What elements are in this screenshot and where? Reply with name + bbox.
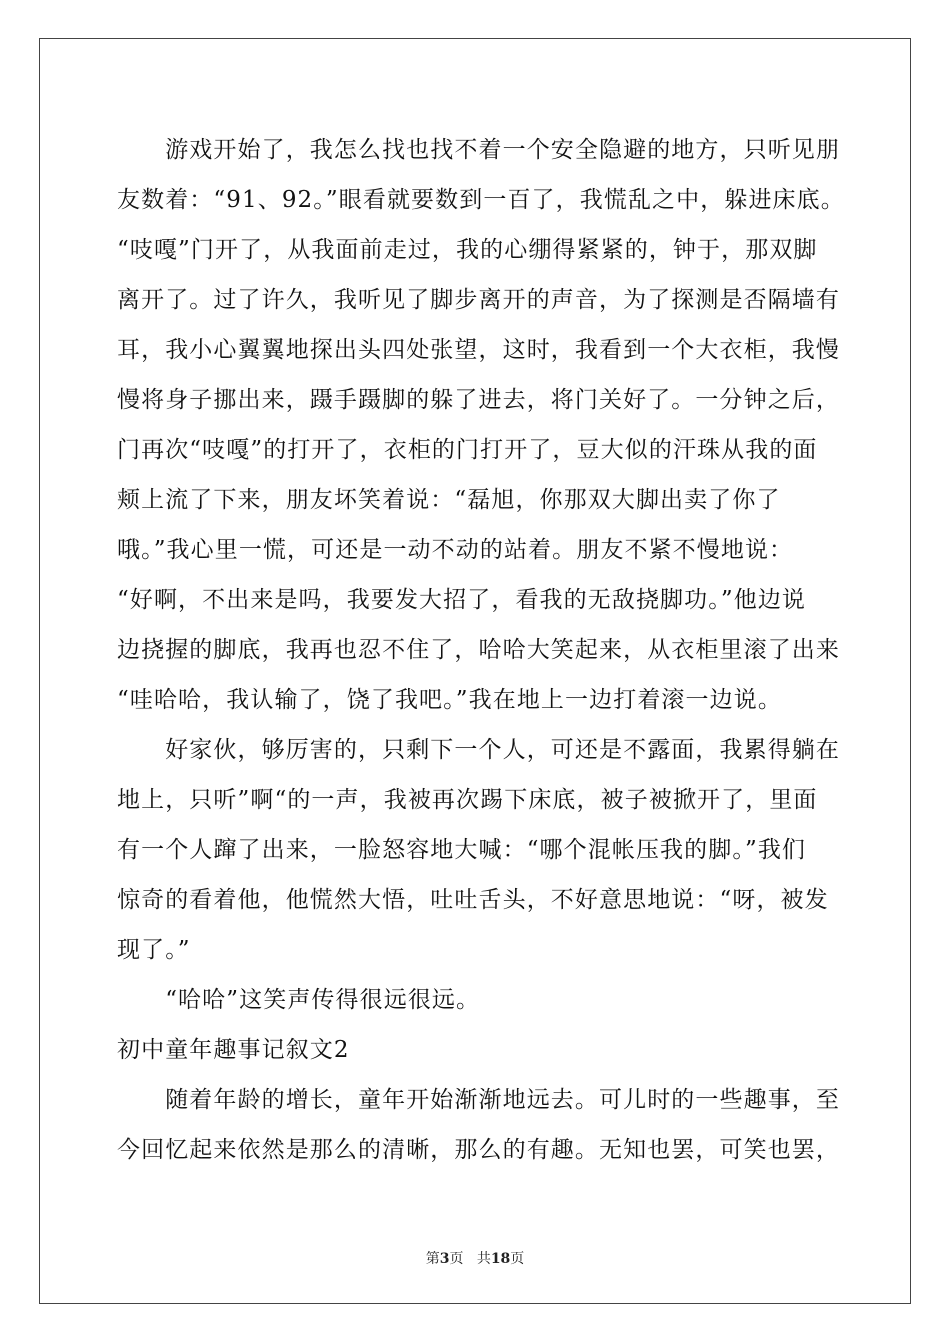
text-line: 现了。” — [117, 937, 191, 963]
text-line: “哇哈哈，我认输了，饶了我吧。”我在地上一边打着滚一边说。 — [117, 687, 782, 713]
text-line: 地上，只听”啊“的一声，我被再次踢下床底，被子被掀开了，里面 — [117, 787, 818, 813]
text-line: 惊奇的看着他，他慌然大悟，吐吐舌头，不好意思地说：“呀，被发 — [117, 887, 829, 913]
text-line: 慢将身子挪出来，蹑手蹑脚的躲了进去，将门关好了。一分钟之后， — [117, 387, 840, 413]
page-footer — [0, 1248, 950, 1268]
text-line: 随着年龄的增长，童年开始渐渐地远去。可儿时的一些趣事，至 — [117, 1087, 840, 1113]
text-line: 初中童年趣事记叙文2 — [117, 1037, 350, 1063]
text-line: 今回忆起来依然是那么的清晰，那么的有趣。无知也罢，可笑也罢， — [117, 1137, 840, 1163]
page-number: 3 — [439, 1251, 450, 1267]
text-line: 友数着：“91、92。”眼看就要数到一百了，我慌乱之中，躲进床底。 — [117, 187, 845, 213]
text-line: 游戏开始了，我怎么找也找不着一个安全隐避的地方，只听见朋 — [117, 137, 840, 163]
total-suffix: 页 — [510, 1251, 525, 1267]
text-line: 颊上流了下来，朋友坏笑着说：“磊旭，你那双大脚出卖了你了 — [117, 487, 781, 513]
text-line: 哦。”我心里一慌，可还是一动不动的站着。朋友不紧不慢地说： — [117, 537, 794, 563]
total-pages: 18 — [490, 1251, 511, 1267]
text-line: “吱嘎”门开了，从我面前走过，我的心绷得紧紧的，钟于，那双脚 — [117, 237, 818, 263]
text-line: 离开了。过了许久，我听见了脚步离开的声音，为了探测是否隔墙有 — [117, 287, 840, 313]
page-prefix: 第 — [425, 1251, 440, 1267]
text-line: “好啊，不出来是吗，我要发大招了，看我的无敌挠脚功。”他边说 — [117, 587, 807, 613]
text-line: 耳，我小心翼翼地探出头四处张望，这时，我看到一个大衣柜，我慢 — [117, 337, 840, 363]
text-line: “哈哈”这笑声传得很远很远。 — [117, 987, 481, 1013]
text-line: 有一个人蹿了出来，一脸怒容地大喊：“哪个混帐压我的脚。”我们 — [117, 837, 807, 863]
page-suffix: 页 — [449, 1251, 464, 1267]
text-line: 好家伙，够厉害的，只剩下一个人，可还是不露面，我累得躺在 — [117, 737, 840, 763]
text-line: 门再次“吱嘎”的打开了，衣柜的门打开了，豆大似的汗珠从我的面 — [117, 437, 818, 463]
text-line: 边挠握的脚底，我再也忍不住了，哈哈大笑起来，从衣柜里滚了出来 — [117, 637, 840, 663]
total-prefix: 共 — [476, 1251, 491, 1267]
